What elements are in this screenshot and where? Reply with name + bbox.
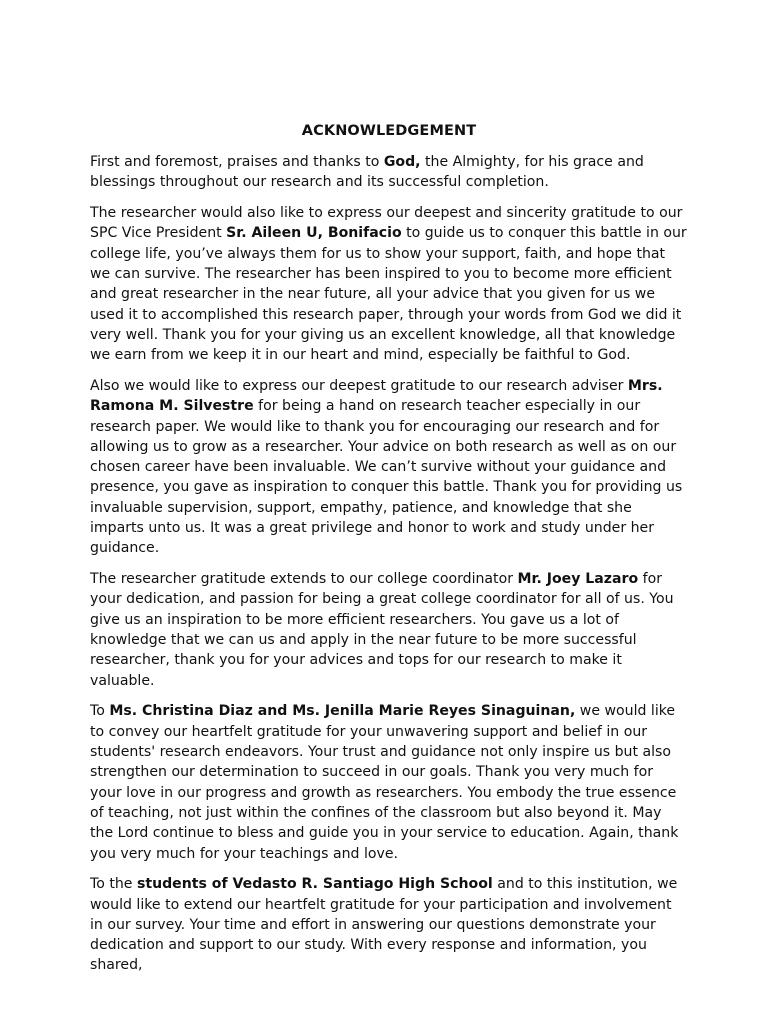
paragraph-bold-text: Sr. Aileen U, Bonifacio xyxy=(226,225,402,242)
paragraph-teachers xyxy=(90,701,688,863)
document-title: ACKNOWLEDGEMENT xyxy=(301,123,477,139)
paragraph-text: to guide us to conquer this battle in our college life, you’ve always them for us to show your support, faith, and hope that we can survive. The researcher has been inspired to you to become more efficient and great researcher in the near future, all your advice that you given for us we used it to accomplished this research paper, through your words from God we did it very well. Thank you for your giving us an excellent knowledge, all that knowledge we earn from we keep it in our heart and mind, especially be faithful to God. xyxy=(90,225,687,364)
paragraph-bold-text: Ms. Christina Diaz and Ms. Jenilla Marie Reyes Sinaguinan, xyxy=(109,703,576,720)
paragraph-text: To the xyxy=(90,876,137,893)
paragraph-students xyxy=(90,874,688,975)
paragraph-research-adviser xyxy=(90,376,688,559)
paragraph-god xyxy=(90,152,688,193)
paragraph-text: and to this institution, we would like to extend our heartfelt gratitude for your participation and involvement in our survey. Your time and effort in answering our questions demonstrate your dedication and support to our study. With every response and information, you shared, xyxy=(90,876,678,974)
paragraph-text: To xyxy=(90,703,110,720)
paragraph-text: the Almighty, for his grace and blessings throughout our research and its successful completion. xyxy=(90,154,644,191)
paragraph-text: for your dedication, and passion for being a great college coordinator for all of us. You give us an inspiration to be more efficient researchers. You gave us a lot of knowledge that we can us and apply in the near future to be more successful researcher, thank you for your advices and tops for our research to make it valuable. xyxy=(90,571,674,689)
paragraph-text: we would like to convey our heartfelt gratitude for your unwavering support and belief in our students' research endeavors. Your trust and guidance not only inspire us but also strengthen our determination to succeed in our goals. Thank you very much for your love in our progress and growth as researchers. You embody the true essence of teaching, not just within the confines of the classroom but also beyond it. May the Lord continue to bless and guide you in your service to education. Again, thank you very much for your teachings and love. xyxy=(90,703,679,862)
paragraph-bold-text: students of Vedasto R. Santiago High School xyxy=(136,876,493,893)
paragraph-bold-text: Mr. Joey Lazaro xyxy=(517,571,639,588)
paragraph-text: The researcher gratitude extends to our college coordinator xyxy=(90,571,518,588)
paragraph-bold-text: God, xyxy=(383,154,421,170)
paragraph-text: The researcher would also like to express our deepest and sincerity gratitude to our SPC Vice President xyxy=(90,205,683,242)
paragraph-text: for being a hand on research teacher especially in our research paper. We would like to thank you for encouraging our research and for allowing us to grow as a researcher. Your advice on both research as well as on our chosen career have been invaluable. We can’t survive without your guidance and presence, you gave as inspiration to conquer this battle. Thank you for providing us invaluable supervision, support, empathy, patience, and knowledge that she imparts unto us. It was a great privilege and honor to work and study under her guidance. xyxy=(90,398,683,557)
paragraph-vice-president xyxy=(90,203,688,365)
paragraph-text: Also we would like to express our deepest gratitude to our research adviser xyxy=(90,377,628,394)
paragraph-college-coordinator xyxy=(90,569,688,691)
paragraph-bold-text: Mrs. Ramona M. Silvestre xyxy=(90,377,663,415)
paragraph-text: First and foremost, praises and thanks to xyxy=(90,154,384,170)
